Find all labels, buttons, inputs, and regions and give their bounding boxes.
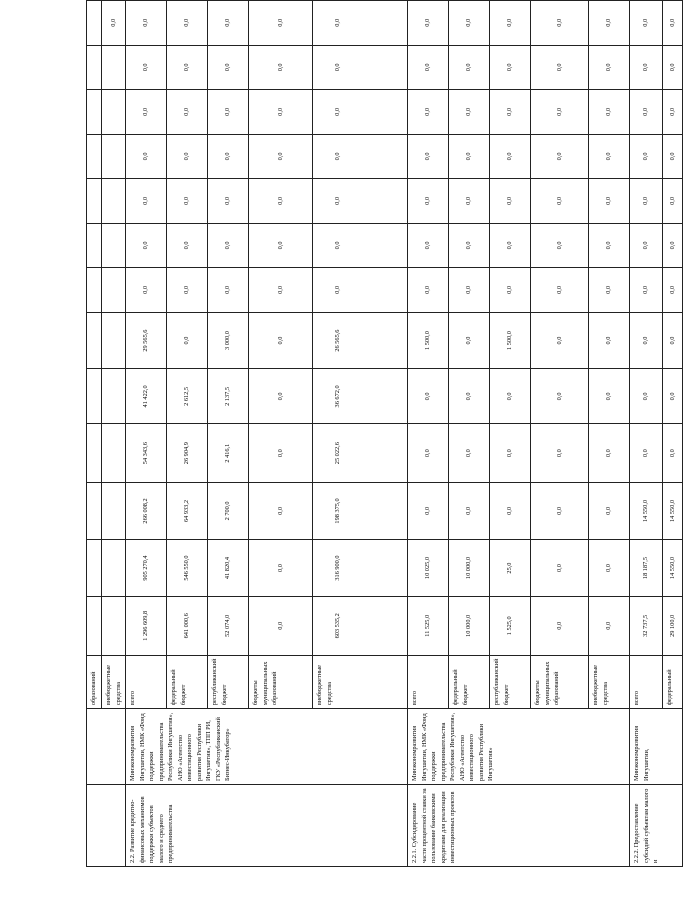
amount-cell: 0,0 xyxy=(408,223,449,268)
funding-source-cell: федеральный xyxy=(663,655,683,709)
table-row xyxy=(630,1,663,867)
amount-cell xyxy=(87,312,102,369)
amount-cell: 0,0 xyxy=(167,45,208,90)
amount-cell: 0,0 xyxy=(630,223,663,268)
amount-cell: 0,0 xyxy=(126,268,167,313)
funding-source-cell: федеральный бюджет xyxy=(167,655,208,709)
amount-cell: 905 270,4 xyxy=(126,540,167,597)
amount-cell: 0,0 xyxy=(249,597,313,655)
funding-source-cell: бюджеты муниципальных образований xyxy=(531,655,589,709)
amount-cell: 0,0 xyxy=(249,179,313,224)
amount-cell: 1 296 609,8 xyxy=(126,597,167,655)
amount-cell: 0,0 xyxy=(630,1,663,46)
amount-cell: 0,0 xyxy=(249,424,313,483)
amount-cell: 0,0 xyxy=(167,1,208,46)
executor-cell: Минэкономразвития Ингушетии, НМК «Фонд поддержки предпринимательства Республики Ингушетия», АНО «Агентство инвестиционного развития Республики Ингушетия», ТПП РИ, ГКУ «Республиканский Бизнес-Инкубатор» xyxy=(126,709,408,785)
executor-cell xyxy=(87,709,126,785)
amount-cell: 0,0 xyxy=(126,223,167,268)
amount-cell xyxy=(87,45,102,90)
amount-cell: 2 137,5 xyxy=(208,369,249,424)
amount-cell xyxy=(102,312,126,369)
amount-cell: 0,0 xyxy=(589,482,630,539)
amount-cell xyxy=(102,179,126,224)
amount-cell: 0,0 xyxy=(313,134,408,179)
amount-cell xyxy=(87,90,102,135)
amount-cell xyxy=(87,268,102,313)
amount-cell: 64 933,2 xyxy=(167,482,208,539)
amount-cell: 0,0 xyxy=(531,268,589,313)
amount-cell xyxy=(102,134,126,179)
funding-source-cell: республиканский бюджет xyxy=(490,655,531,709)
amount-cell: 0,0 xyxy=(408,1,449,46)
amount-cell: 0,0 xyxy=(589,424,630,483)
amount-cell: 0,0 xyxy=(449,223,490,268)
amount-cell: 641 000,6 xyxy=(167,597,208,655)
amount-cell: 41 422,0 xyxy=(126,369,167,424)
amount-cell: 0,0 xyxy=(313,268,408,313)
amount-cell: 2 700,0 xyxy=(208,482,249,539)
amount-cell: 29 100,0 xyxy=(663,597,683,655)
amount-cell: 0,0 xyxy=(126,179,167,224)
amount-cell: 0,0 xyxy=(531,179,589,224)
amount-cell: 0,0 xyxy=(531,312,589,369)
amount-cell: 0,0 xyxy=(531,424,589,483)
amount-cell: 10 000,0 xyxy=(449,597,490,655)
amount-cell: 52 074,0 xyxy=(208,597,249,655)
amount-cell: 0,0 xyxy=(589,1,630,46)
financing-table xyxy=(86,0,683,867)
amount-cell: 0,0 xyxy=(589,268,630,313)
amount-cell: 0,0 xyxy=(167,134,208,179)
amount-cell: 1 500,0 xyxy=(490,312,531,369)
amount-cell: 0,0 xyxy=(663,179,683,224)
table-row xyxy=(126,1,167,867)
amount-cell: 36 672,0 xyxy=(313,369,408,424)
amount-cell: 0,0 xyxy=(208,268,249,313)
amount-cell: 0,0 xyxy=(490,424,531,483)
amount-cell: 0,0 xyxy=(589,223,630,268)
amount-cell: 0,0 xyxy=(408,90,449,135)
amount-cell: 546 550,0 xyxy=(167,540,208,597)
amount-cell: 0,0 xyxy=(531,540,589,597)
amount-cell: 10 025,0 xyxy=(408,540,449,597)
amount-cell: 0,0 xyxy=(249,90,313,135)
amount-cell: 0,0 xyxy=(208,45,249,90)
amount-cell: 0,0 xyxy=(249,369,313,424)
funding-source-cell: всего xyxy=(630,655,663,709)
amount-cell: 0,0 xyxy=(249,45,313,90)
amount-cell: 0,0 xyxy=(589,597,630,655)
amount-cell: 2 416,1 xyxy=(208,424,249,483)
amount-cell: 0,0 xyxy=(408,482,449,539)
amount-cell: 0,0 xyxy=(630,268,663,313)
amount-cell: 0,0 xyxy=(490,90,531,135)
amount-cell: 0,0 xyxy=(663,223,683,268)
amount-cell: 0,0 xyxy=(249,268,313,313)
funding-source-cell: республиканский бюджет xyxy=(208,655,249,709)
amount-cell: 0,0 xyxy=(408,179,449,224)
amount-cell: 0,0 xyxy=(249,134,313,179)
amount-cell: 0,0 xyxy=(663,90,683,135)
amount-cell: 0,0 xyxy=(249,312,313,369)
amount-cell: 316 900,0 xyxy=(313,540,408,597)
funding-source-cell: бюджеты муниципальных образований xyxy=(249,655,313,709)
amount-cell: 0,0 xyxy=(663,45,683,90)
table-body xyxy=(87,1,683,867)
amount-cell: 0,0 xyxy=(630,179,663,224)
amount-cell: 3 000,0 xyxy=(208,312,249,369)
amount-cell: 0,0 xyxy=(531,597,589,655)
funding-source-cell: образований xyxy=(87,655,102,709)
amount-cell: 14 550,0 xyxy=(630,482,663,539)
amount-cell: 0,0 xyxy=(449,1,490,46)
amount-cell: 0,0 xyxy=(126,1,167,46)
amount-cell: 0,0 xyxy=(589,134,630,179)
amount-cell: 32 737,5 xyxy=(630,597,663,655)
section-name-cell: 2.2. Развитие кредитно-финансовых механизмов поддержки субъектов малого и среднего предпринимательства xyxy=(126,784,408,866)
amount-cell: 0,0 xyxy=(449,424,490,483)
amount-cell: 0,0 xyxy=(167,90,208,135)
amount-cell: 0,0 xyxy=(531,134,589,179)
amount-cell: 0,0 xyxy=(449,90,490,135)
amount-cell: 0,0 xyxy=(249,1,313,46)
amount-cell: 0,0 xyxy=(449,268,490,313)
amount-cell: 0,0 xyxy=(408,45,449,90)
amount-cell: 0,0 xyxy=(663,1,683,46)
amount-cell: 0,0 xyxy=(490,268,531,313)
amount-cell xyxy=(87,482,102,539)
amount-cell: 0,0 xyxy=(208,223,249,268)
amount-cell xyxy=(102,597,126,655)
section-name-cell: 2.2.2. Предоставление субсидий субъектам малого и xyxy=(630,784,683,866)
amount-cell: 10 000,0 xyxy=(449,540,490,597)
amount-cell: 0,0 xyxy=(126,45,167,90)
amount-cell: 0,0 xyxy=(490,134,531,179)
table-row xyxy=(87,1,102,867)
amount-cell: 0,0 xyxy=(249,482,313,539)
amount-cell: 0,0 xyxy=(490,482,531,539)
amount-cell: 0,0 xyxy=(663,312,683,369)
amount-cell: 0,0 xyxy=(663,134,683,179)
amount-cell: 0,0 xyxy=(663,268,683,313)
amount-cell: 0,0 xyxy=(490,179,531,224)
amount-cell: 2 612,5 xyxy=(167,369,208,424)
amount-cell: 0,0 xyxy=(663,369,683,424)
amount-cell: 11 525,0 xyxy=(408,597,449,655)
amount-cell: 41 820,4 xyxy=(208,540,249,597)
amount-cell: 0,0 xyxy=(589,179,630,224)
funding-source-cell: всего xyxy=(408,655,449,709)
amount-cell xyxy=(87,597,102,655)
amount-cell: 1 500,0 xyxy=(408,312,449,369)
amount-cell: 0,0 xyxy=(167,179,208,224)
amount-cell: 0,0 xyxy=(531,90,589,135)
amount-cell: 26 904,9 xyxy=(167,424,208,483)
amount-cell xyxy=(87,179,102,224)
amount-cell: 14 550,0 xyxy=(663,540,683,597)
amount-cell xyxy=(102,223,126,268)
amount-cell xyxy=(87,1,102,46)
amount-cell: 198 375,0 xyxy=(313,482,408,539)
amount-cell: 0,0 xyxy=(249,540,313,597)
amount-cell: 14 550,0 xyxy=(663,482,683,539)
amount-cell: 0,0 xyxy=(630,45,663,90)
amount-cell: 0,0 xyxy=(313,1,408,46)
funding-source-cell: внебюджетные средства xyxy=(102,655,126,709)
amount-cell: 603 535,2 xyxy=(313,597,408,655)
amount-cell: 0,0 xyxy=(449,482,490,539)
amount-cell: 0,0 xyxy=(408,268,449,313)
amount-cell xyxy=(102,90,126,135)
amount-cell xyxy=(102,369,126,424)
amount-cell: 0,0 xyxy=(167,223,208,268)
amount-cell: 266 008,2 xyxy=(126,482,167,539)
amount-cell: 0,0 xyxy=(313,179,408,224)
funding-source-cell: всего xyxy=(126,655,167,709)
amount-cell: 0,0 xyxy=(589,312,630,369)
amount-cell xyxy=(87,424,102,483)
amount-cell: 0,0 xyxy=(449,45,490,90)
amount-cell: 0,0 xyxy=(167,268,208,313)
amount-cell: 0,0 xyxy=(589,540,630,597)
section-name-cell xyxy=(87,784,126,866)
amount-cell: 0,0 xyxy=(249,223,313,268)
amount-cell: 0,0 xyxy=(408,134,449,179)
amount-cell: 0,0 xyxy=(490,223,531,268)
amount-cell: 1 525,0 xyxy=(490,597,531,655)
amount-cell: 0,0 xyxy=(531,45,589,90)
amount-cell: 0,0 xyxy=(449,134,490,179)
amount-cell: 0,0 xyxy=(531,482,589,539)
amount-cell: 0,0 xyxy=(102,1,126,46)
amount-cell: 0,0 xyxy=(589,45,630,90)
amount-cell: 0,0 xyxy=(630,424,663,483)
amount-cell: 0,0 xyxy=(630,90,663,135)
amount-cell: 0,0 xyxy=(449,369,490,424)
section-name-cell: 2.2.1. Субсидирование части процентной ставки за пользование банковскими кредитами для реализации инвестиционных проектов xyxy=(408,784,630,866)
amount-cell: 0,0 xyxy=(126,90,167,135)
amount-cell: 0,0 xyxy=(630,312,663,369)
amount-cell xyxy=(87,369,102,424)
amount-cell: 0,0 xyxy=(313,223,408,268)
amount-cell: 0,0 xyxy=(490,45,531,90)
amount-cell: 0,0 xyxy=(313,90,408,135)
amount-cell: 0,0 xyxy=(449,179,490,224)
amount-cell: 0,0 xyxy=(208,134,249,179)
amount-cell: 29 565,6 xyxy=(126,312,167,369)
amount-cell: 25,0 xyxy=(490,540,531,597)
amount-cell: 0,0 xyxy=(167,312,208,369)
amount-cell: 0,0 xyxy=(663,424,683,483)
amount-cell xyxy=(102,45,126,90)
amount-cell: 0,0 xyxy=(531,369,589,424)
table-row xyxy=(408,1,449,867)
amount-cell: 0,0 xyxy=(630,369,663,424)
amount-cell xyxy=(102,268,126,313)
executor-cell: Минэкономразвития Ингушетии, xyxy=(630,709,683,785)
amount-cell xyxy=(87,134,102,179)
funding-source-cell: внебюджетные средства xyxy=(589,655,630,709)
amount-cell xyxy=(102,540,126,597)
amount-cell: 0,0 xyxy=(531,223,589,268)
amount-cell: 0,0 xyxy=(208,90,249,135)
executor-cell: Минэкономразвития Ингушетии, НМК «Фонд поддержки предпринимательства Республики Ингушетия», АНО «Агентство инвестиционного развития Республики Ингушетия» xyxy=(408,709,630,785)
amount-cell: 0,0 xyxy=(531,1,589,46)
amount-cell: 0,0 xyxy=(126,134,167,179)
amount-cell: 0,0 xyxy=(408,369,449,424)
amount-cell: 25 022,6 xyxy=(313,424,408,483)
amount-cell: 0,0 xyxy=(589,369,630,424)
amount-cell xyxy=(87,223,102,268)
funding-source-cell: федеральный бюджет xyxy=(449,655,490,709)
funding-source-cell: внебюджетные средства xyxy=(313,655,408,709)
amount-cell: 0,0 xyxy=(208,179,249,224)
amount-cell: 0,0 xyxy=(490,369,531,424)
amount-cell xyxy=(102,424,126,483)
amount-cell: 54 343,6 xyxy=(126,424,167,483)
amount-cell: 0,0 xyxy=(408,424,449,483)
amount-cell: 0,0 xyxy=(630,134,663,179)
amount-cell: 0,0 xyxy=(208,1,249,46)
amount-cell xyxy=(102,482,126,539)
amount-cell: 0,0 xyxy=(490,1,531,46)
amount-cell: 0,0 xyxy=(449,312,490,369)
amount-cell: 26 565,6 xyxy=(313,312,408,369)
amount-cell: 0,0 xyxy=(589,90,630,135)
amount-cell: 0,0 xyxy=(313,45,408,90)
amount-cell: 18 187,5 xyxy=(630,540,663,597)
amount-cell xyxy=(87,540,102,597)
